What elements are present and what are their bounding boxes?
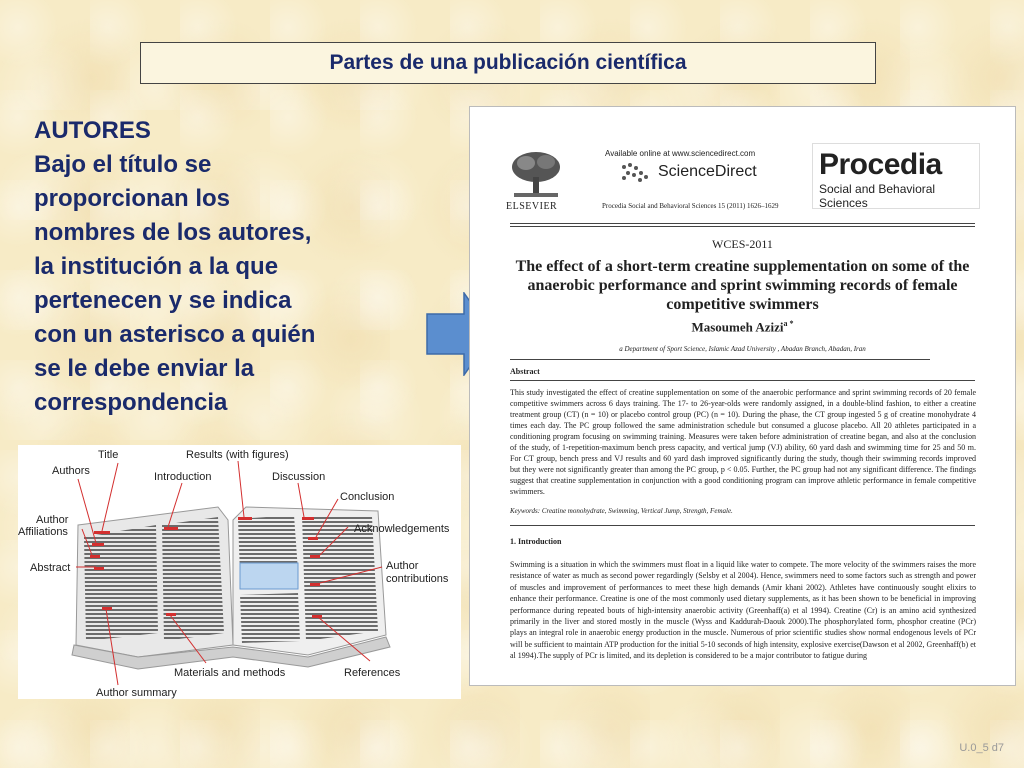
paper-title: The effect of a short-term creatine supplementation on some of the anaerobic performance and sprint swimming records of female competitive swimmers [515,258,970,313]
text-line: pertenecen y se indica [34,287,292,314]
introduction-heading: 1. Introduction [510,537,562,546]
label-title: Title [98,449,119,461]
sciencedirect-dots-icon [620,161,650,185]
paper-parts-diagram [18,445,461,699]
label-discussion: Discussion [272,471,326,483]
text-line: con un asterisco a quién [34,321,316,348]
text-line: proporcionan los [34,185,231,212]
text-line: la institución a la que [34,253,279,280]
publisher-header [470,147,1015,217]
paper-author [470,319,1015,335]
label-introduction: Introduction [154,471,212,483]
text-line: Bajo el título se [34,151,212,178]
label-authors: Authors [52,465,90,477]
divider [510,226,975,227]
text-line: se le debe enviar la [34,355,255,382]
slide-title-box [140,42,876,84]
text-line: correspondencia [34,389,228,416]
procedia-name: Procedia [819,148,942,181]
right-page-column [240,593,300,643]
label-affiliations-1: Author [36,514,69,526]
label-references: References [344,667,401,679]
slide-title: Partes de una publicación científica [329,51,687,74]
elsevier-name: ELSEVIER [506,201,558,212]
author-name: Masoumeh Azizi [691,319,784,335]
slide-footer: U.0_5 d7 [959,742,1004,754]
abstract-heading: Abstract [510,367,540,376]
label-results: Results (with figures) [186,449,289,461]
label-summary: Author summary [96,687,177,699]
label-acknowledgements: Acknowledgements [354,523,450,535]
journal-citation: Procedia Social and Behavioral Sciences 15 (2011) 1626–1629 [602,202,779,210]
slide-text [34,114,434,420]
divider [510,380,975,381]
divider [510,359,930,360]
left-page-column [162,517,224,641]
label-affiliations-2: Affiliations [18,526,68,538]
paper-image [469,106,1016,686]
abstract-text: This study investigated the effect of creatine supplementation on some of the anaerobic performance and sprint swimming records of 20 female competitive swimmers across 6 days training. The 17- to 26-year-olds were randomly assigned, in a double-blind fashion, to either a creatine treatment group (CT) (n = 10) or placebo control group (PC) (n = 10). During the phase, the CT group ingested 5 g of creatine monohydrate 4 times each day. The PC group followed the same administration schedule but consumed a glucose placebo. All 20 athletes participated in a conditioning program focusing on swimming training. Measures were taken before administration of creatine began, and also at the conclusion of the study, of 1-repetition-maximum bench press capacity, and vertical jump (VJ) ability, 60 yard dash and swimming time for 25 and 50 m. For CT group, bench press and VJ results and 60 yard dash improved significantly during the study, though their swimming records improved but they were not significantly greater than among the PC group, p < 0.05. Further, the PC group had not any significant difference. The findings suggest that creatine supplementation in conjunction with a good conditioning program can improve athletic performance in female competitive swimmers. [510,388,976,496]
label-abstract: Abstract [30,562,71,574]
divider [510,525,975,526]
author-mark: a * [783,319,794,328]
procedia-logo [812,143,980,209]
keywords: Keywords: Creatine monohydrate, Swimming, Vertical Jump, Strength, Female. [510,507,733,515]
paper-affiliation: a Department of Sport Science, Islamic Azad University , Abadan Branch, Abadan, Iran [619,345,866,353]
divider [510,223,975,224]
open-journal-illustration [18,445,461,699]
procedia-subtitle: Social and Behavioral Sciences [819,182,936,210]
label-contributions-2: contributions [386,573,449,585]
text-line: nombres de los autores, [34,219,312,246]
available-online: Available online at www.sciencedirect.com [605,149,756,158]
conference-name: WCES-2011 [712,237,773,251]
left-page-column [84,525,158,641]
elsevier-tree-logo-icon [508,149,564,199]
sciencedirect-name: ScienceDirect [658,163,757,180]
results-figure [240,563,298,589]
label-contributions-1: Author [386,560,419,572]
label-materials: Materials and methods [174,667,286,679]
introduction-text: Swimming is a situation in which the swimmers must float in a liquid like water to compete. The more velocity of the swimmers raises the more resistance of water as much as second power regardingly (Selsby et al 2004). Hence, swimmers need to some factors such as strength and power of muscles and improvement of performances to meet these high demands (Amir khani 2002). Athletes have continuously sought elixirs to enhance their performance. Creatine is one of the most commonly used dietary supplements, as it has been shown to be beneficial in improving performance during repeated bouts of high-intensity anaerobic activity (Greenhaff(a) et al 1994). Creatine (Cr) is an amino acid synthesized primarily in the liver and stored mostly in the muscle (Wyss and Kaddurah-Daouk 2000).The phosphorylated form, phosphor creatine (PCr) plays an integral role in anaerobic energy production in the muscle. Numerous of prior scientific studies show normal endogenous levels of PCr will be sufficient to maintain ATP production for the initial 5-10 seconds of high intensity, explosive exercise(Dawson et al 2002, Greenhaff(b) et al 1994).The supply of PCr is limited, and its depletion is considered to be a major contributor to fatigue during [510,560,976,661]
label-conclusion: Conclusion [340,491,395,503]
text-heading: AUTORES [34,117,151,144]
